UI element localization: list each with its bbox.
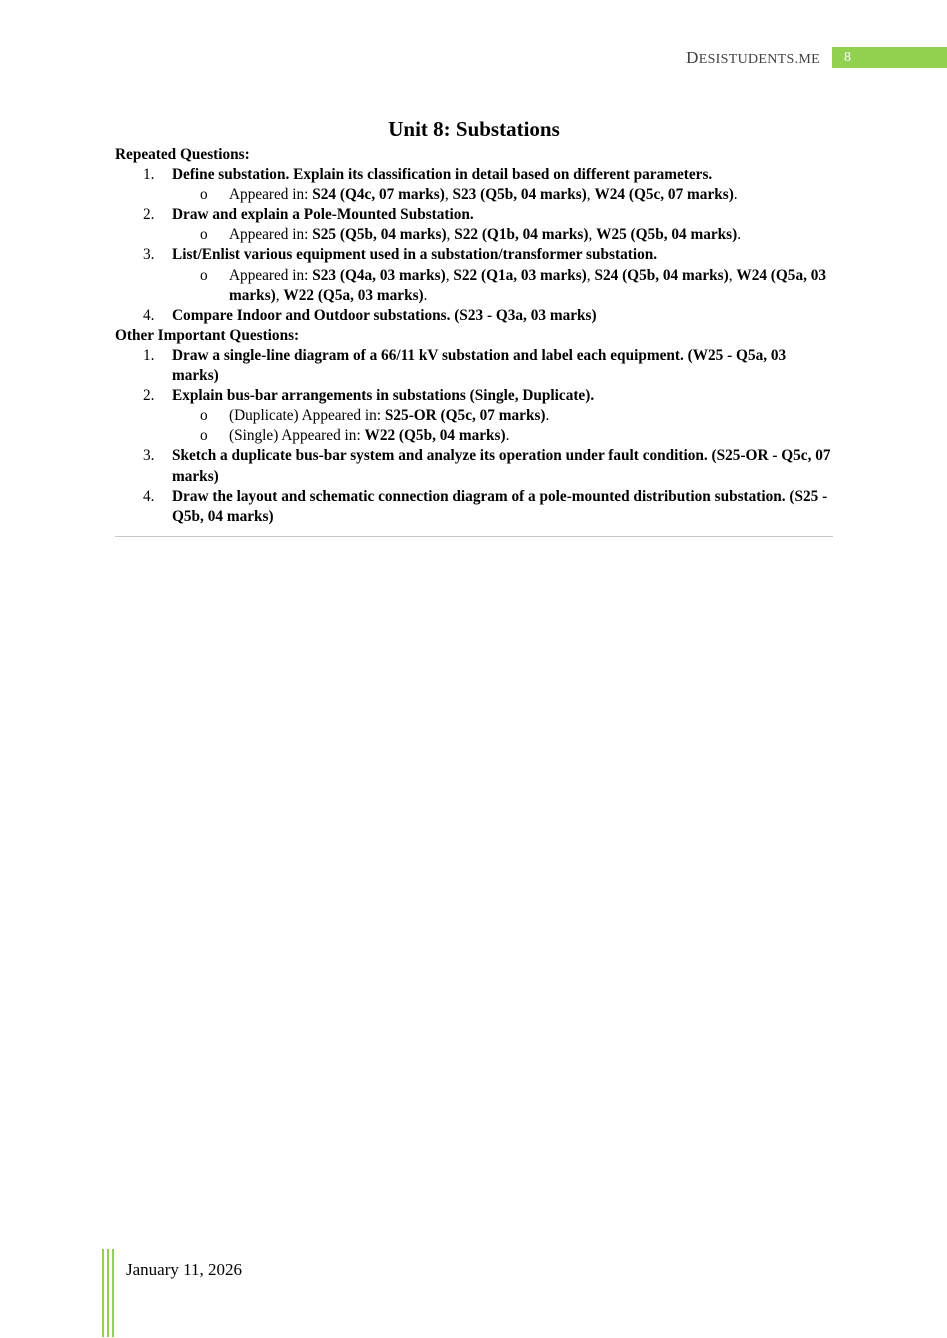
exam-reference: W22 (Q5a, 03 marks) [283, 286, 424, 304]
bullet-marker: o [200, 186, 208, 204]
page-content [115, 115, 833, 527]
question-item [115, 446, 833, 486]
bullet-marker: o [200, 407, 208, 425]
question-text: Draw a single-line diagram of a 66/11 kV substation and label each equipment. (W25 - Q5a, 03 marks) [172, 346, 787, 385]
question-number: 3. [143, 447, 155, 465]
exam-reference: W22 (Q5b, 04 marks) [364, 427, 506, 445]
question-text: Explain bus-bar arrangements in substations (Single, Duplicate). [172, 387, 595, 405]
question-number: 4. [143, 306, 155, 324]
appeared-prefix: Appeared in: [229, 186, 313, 204]
exam-reference: S23 (Q4a, 03 marks) [312, 266, 446, 284]
exam-reference: S22 (Q1b, 04 marks) [454, 226, 589, 244]
question-item [115, 487, 833, 527]
exam-reference: S24 (Q4c, 07 marks) [312, 186, 445, 204]
question-number: 2. [143, 206, 155, 224]
appeared-in-line [115, 426, 833, 446]
bullet-marker: o [200, 226, 208, 244]
footer-accent-bars [102, 1249, 114, 1337]
appeared-prefix: (Single) Appeared in: [229, 427, 365, 445]
question-number: 3. [143, 246, 155, 264]
question-number: 2. [143, 387, 155, 405]
footer-bar [107, 1249, 109, 1337]
exam-reference: S24 (Q5b, 04 marks) [594, 266, 729, 284]
separator: , [586, 266, 595, 284]
question-item [115, 386, 833, 406]
exam-reference: S23 (Q5b, 04 marks) [452, 186, 587, 204]
question-item [115, 245, 833, 265]
footer-bar [102, 1249, 104, 1337]
appeared-prefix: Appeared in: [229, 226, 313, 244]
separator: , [275, 286, 284, 304]
appeared-in-line [115, 266, 833, 306]
bullet-marker: o [200, 427, 208, 445]
footer-bar [112, 1249, 114, 1337]
question-item [115, 165, 833, 185]
separator: . [423, 286, 428, 304]
question-text: Sketch a duplicate bus-bar system and analyze its operation under fault condition. (S25-OR - Q5c, 07 marks) [172, 447, 831, 485]
separator: . [737, 226, 742, 244]
separator: , [588, 226, 597, 244]
separator: , [444, 186, 453, 204]
exam-reference: W24 (Q5c, 07 marks) [594, 186, 734, 204]
separator: . [505, 427, 510, 445]
other-questions-section [115, 326, 833, 527]
appeared-prefix: (Duplicate) Appeared in: [229, 407, 385, 425]
repeated-questions-section [115, 145, 833, 326]
exam-reference: W24 (Q5a, 03 marks) [229, 266, 827, 304]
separator: , [586, 186, 595, 204]
separator: . [545, 407, 550, 425]
section-heading: Repeated Questions: [115, 146, 250, 163]
appeared-in-line [115, 406, 833, 426]
separator: . [733, 186, 738, 204]
question-sections [115, 145, 833, 527]
question-text: Compare Indoor and Outdoor substations. (S23 - Q3a, 03 marks) [172, 306, 597, 324]
separator: , [445, 266, 454, 284]
question-text: List/Enlist various equipment used in a substation/transformer substation. [172, 246, 658, 264]
question-text: Draw and explain a Pole-Mounted Substation. [172, 206, 474, 224]
question-item [115, 346, 833, 386]
bullet-marker: o [200, 266, 208, 284]
exam-reference: W25 (Q5b, 04 marks) [596, 226, 738, 244]
question-text: Draw the layout and schematic connection diagram of a pole-mounted distribution substation. (S25 - Q5b, 04 marks) [172, 487, 828, 525]
question-text: Define substation. Explain its classification in detail based on different parameters. [172, 166, 713, 184]
content-divider [115, 536, 833, 537]
question-number: 1. [143, 346, 155, 364]
exam-reference: S25 (Q5b, 04 marks) [312, 226, 447, 244]
question-item [115, 306, 833, 326]
question-number: 4. [143, 487, 155, 505]
footer-date: January 11, 2026 [126, 1260, 242, 1279]
appeared-in-line [115, 185, 833, 205]
page-title: Unit 8: Substations [388, 117, 560, 141]
separator: , [728, 266, 737, 284]
site-name: DESISTUDENTS.ME [686, 48, 820, 67]
question-item [115, 205, 833, 225]
exam-reference: S25-OR (Q5c, 07 marks) [384, 407, 546, 425]
section-heading: Other Important Questions: [115, 326, 300, 344]
appeared-in-line [115, 225, 833, 245]
appeared-prefix: Appeared in: [229, 266, 313, 284]
separator: , [446, 226, 455, 244]
exam-reference: S22 (Q1a, 03 marks) [453, 266, 587, 284]
page-number-badge: 8 [832, 47, 947, 68]
question-number: 1. [143, 166, 155, 184]
